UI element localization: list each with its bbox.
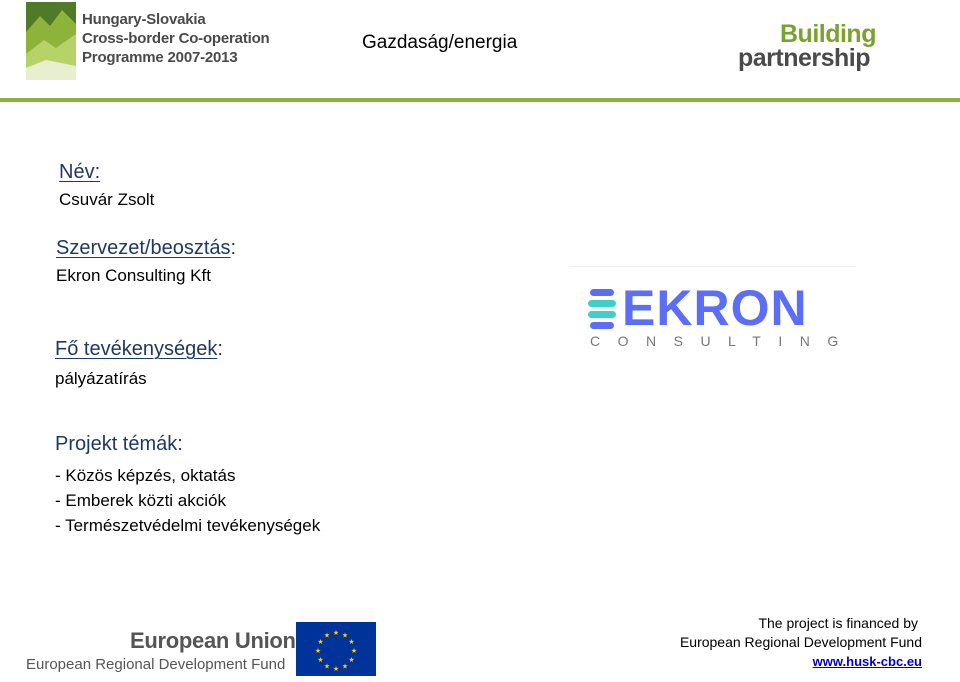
list-item: - Közös képzés, oktatás <box>55 466 236 485</box>
ekron-subtitle: CONSULTING <box>590 333 856 349</box>
svg-text:★: ★ <box>341 631 349 640</box>
svg-text:★: ★ <box>332 665 340 673</box>
name-label-text: Név: <box>59 161 101 183</box>
svg-text:★: ★ <box>317 638 324 646</box>
svg-text:★: ★ <box>317 656 324 664</box>
project-topics-list <box>55 463 320 538</box>
activities-value: pályázatírás <box>55 369 147 388</box>
svg-text:★: ★ <box>348 638 355 646</box>
name-label <box>59 161 100 184</box>
building-partnership-logo <box>738 22 876 70</box>
eu-subtitle: European Regional Development Fund <box>26 656 286 673</box>
programme-logo-line-3: Programme 2007-2013 <box>82 49 238 66</box>
website-link[interactable]: www.husk-cbc.eu <box>812 654 922 669</box>
ekron-bars-icon <box>588 289 618 331</box>
organization-value: Ekron Consulting Kft <box>56 266 211 285</box>
name-value: Csuvár Zsolt <box>59 190 155 209</box>
eu-title: European Union <box>130 628 296 653</box>
project-topics-label <box>55 433 183 456</box>
list-item: - Természetvédelmi tevékenységek <box>55 516 321 535</box>
financing-note <box>680 614 922 671</box>
svg-text:★: ★ <box>348 656 355 664</box>
list-item: - Emberek közti akciók <box>55 491 226 510</box>
husk-mountain-icon <box>26 2 76 80</box>
financing-line-2: European Regional Development Fund <box>679 634 922 650</box>
ekron-consulting-logo <box>570 266 856 356</box>
building-partnership-line-1: Building <box>780 20 876 48</box>
eu-flag-icon <box>296 622 376 676</box>
svg-text:★: ★ <box>332 629 340 637</box>
eu-logo-text <box>26 628 296 673</box>
svg-text:★: ★ <box>341 662 349 671</box>
programme-logo-line-1: Hungary-Slovakia <box>82 11 206 28</box>
financing-line-1: The project is financed by <box>758 615 918 631</box>
programme-logo-line-2: Cross-border Co-operation <box>82 30 270 47</box>
ekron-wordmark: EKRON <box>622 280 808 336</box>
project-topics-label-text: Projekt témák: <box>55 433 183 455</box>
svg-text:★: ★ <box>323 631 331 640</box>
activities-label: Fő tevékenységek: <box>55 338 223 360</box>
svg-text:★: ★ <box>350 647 358 655</box>
header-divider <box>0 98 960 102</box>
organization-label: Szervezet/beosztás: <box>56 237 237 259</box>
page-title: Gazdaság/energia <box>362 32 518 53</box>
svg-text:★: ★ <box>314 647 322 655</box>
programme-logo-text <box>82 10 270 67</box>
building-partnership-line-2: partnership <box>738 44 871 72</box>
programme-logo <box>26 2 276 82</box>
svg-text:★: ★ <box>323 662 331 671</box>
organization-label-text: Szervezet/beosztás <box>56 237 231 259</box>
header <box>0 0 960 100</box>
activities-label-text: Fő tevékenységek <box>55 338 218 360</box>
